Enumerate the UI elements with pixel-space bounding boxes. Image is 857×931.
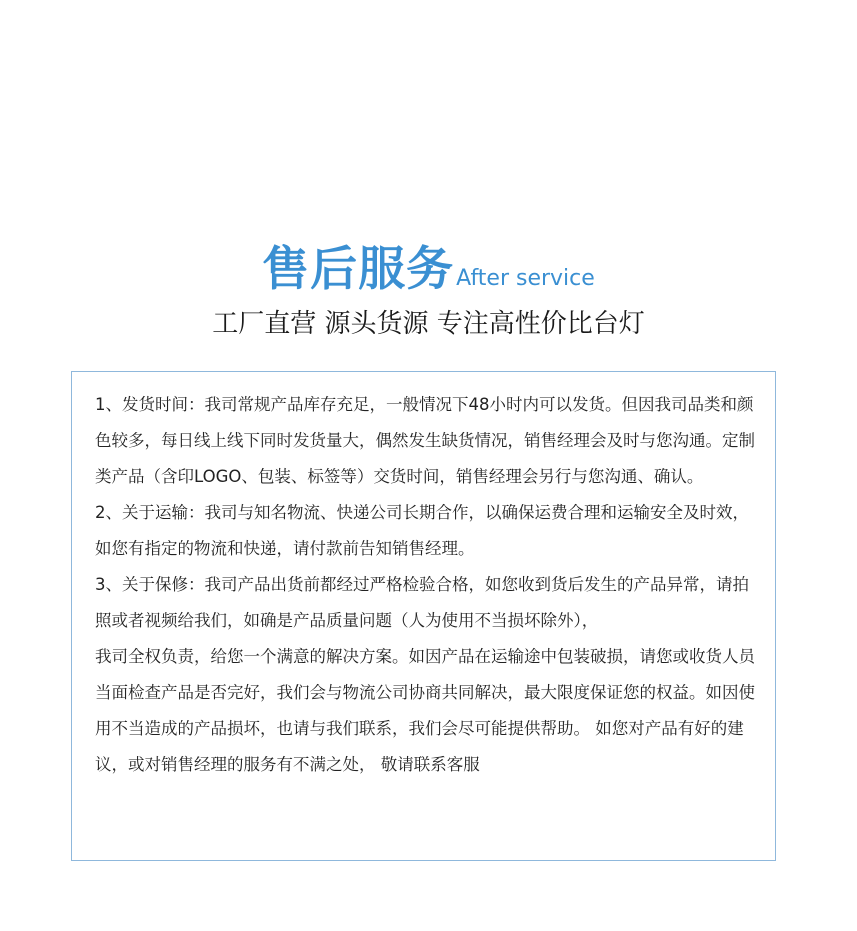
title-chinese: 售后服务 [262, 242, 455, 297]
after-service-notice-box [71, 371, 776, 861]
notice-warranty-continued: 我司全权负责，给您一个满意的解决方案。如因产品在运输途中包装破损，请您或收货人员当面检查产品是否完好，我们会与物流公司协商共同解决，最大限度保证您的权益。如因使用不当造成的产品损坏，也请与我们联系，我们会尽可能提供帮助。 如您对产品有好的建议，或对销售经理的服务有不满之处， 敬请联系客服 [95, 647, 755, 774]
notice-shipping-time: 1、发货时间：我司常规产品库存充足，一般情况下48小时内可以发货。但因我司品类和颜色较多，每日线上线下同时发货量大，偶然发生缺货情况，销售经理会及时与您沟通。定制类产品（含印LOGO、包装、标签等）交货时间，销售经理会另行与您沟通、确认。 [95, 395, 755, 486]
notice-text [95, 387, 763, 783]
title-english: After service [456, 266, 595, 291]
slogan: 工厂直营 源头货源 专注高性价比台灯 [212, 309, 645, 339]
notice-warranty: 3、关于保修：我司产品出货前都经过严格检验合格，如您收到货后发生的产品异常，请拍照或者视频给我们，如确是产品质量问题（人为使用不当损坏除外）， [95, 575, 749, 630]
section-title [0, 232, 857, 299]
notice-transport: 2、关于运输：我司与知名物流、快递公司长期合作，以确保运费合理和运输安全及时效，如您有指定的物流和快递，请付款前告知销售经理。 [95, 503, 749, 558]
